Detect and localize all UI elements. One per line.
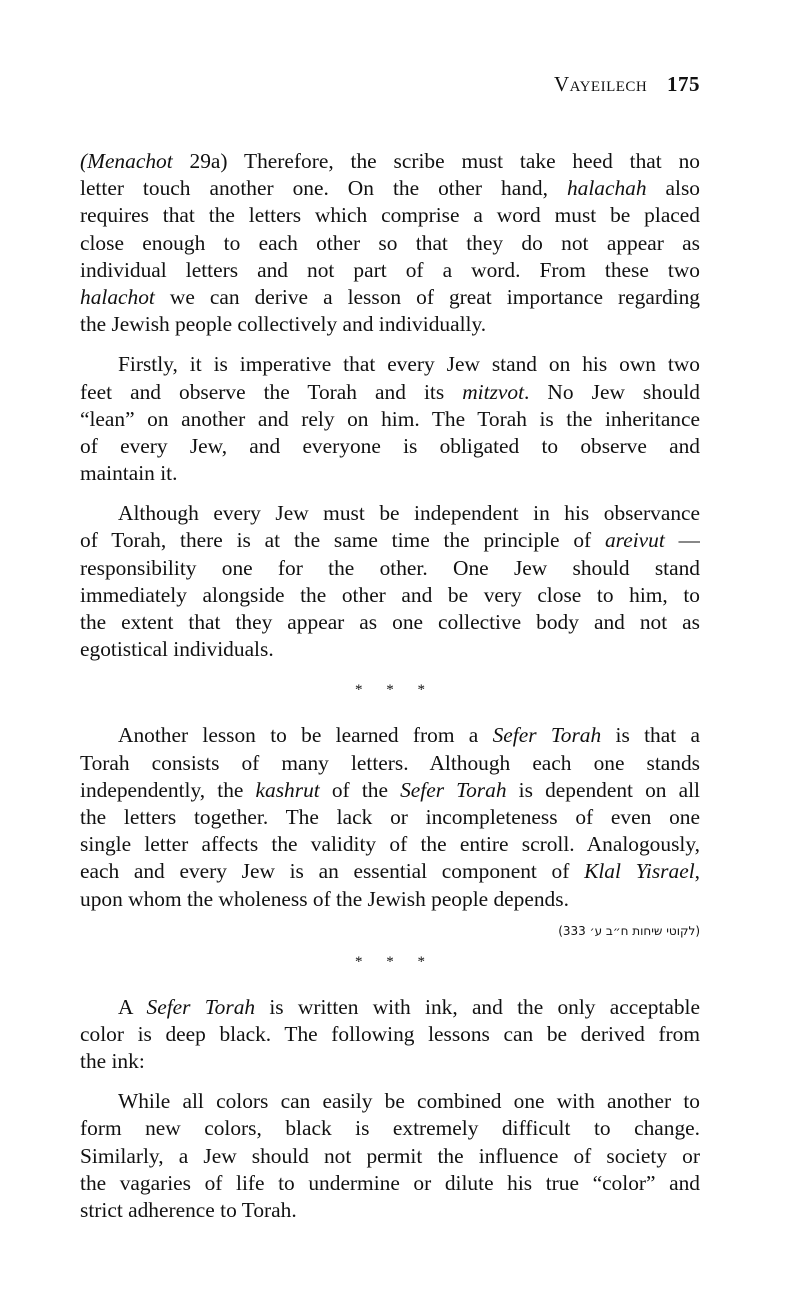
text-segment: of Torah, there is at the same time the principle of (80, 528, 605, 553)
text-line (80, 148, 700, 175)
text-line (80, 750, 700, 777)
text-line (80, 1143, 700, 1170)
text-segment: Another lesson to be learned from a (118, 723, 493, 748)
text-segment: feet and observe the Torah and its (80, 379, 463, 404)
text-line (80, 433, 700, 460)
citation-text: (לקוטי שיחות ח״ב ע׳ 333) (558, 923, 700, 938)
text-segment: Torah consists of many letters. Although each one stands (80, 750, 700, 775)
text-segment: A (118, 994, 147, 1019)
text-segment: . No Jew should (524, 379, 700, 404)
text-segment: upon whom the wholeness of the Jewish people depends. (80, 886, 569, 911)
text-segment: — (664, 528, 700, 553)
text-line (80, 636, 700, 663)
text-segment: responsibility one for the other. One Jew should stand (80, 555, 700, 580)
italic-term: halachah (566, 176, 647, 201)
text-line (80, 804, 700, 831)
text-line (80, 1088, 700, 1115)
text-segment: we can derive a lesson of great importance regarding (154, 284, 700, 309)
text-segment: immediately alongside the other and be very close to him, to (80, 582, 700, 607)
text-line (80, 722, 700, 749)
italic-term: Sefer Torah (400, 777, 507, 802)
text-line (80, 175, 700, 202)
paragraph (80, 994, 700, 1076)
text-segment: While all colors can easily be combined one with another to (118, 1089, 700, 1114)
page-number: 175 (667, 72, 700, 96)
paragraph (80, 351, 700, 487)
text-segment: each and every Jew is an essential component of (80, 859, 585, 884)
text-segment: requires that the letters which comprise a word must be placed (80, 203, 700, 228)
text-line (80, 1021, 700, 1048)
text-line (80, 1115, 700, 1142)
italic-term: Sefer Torah (492, 723, 602, 748)
text-line (80, 831, 700, 858)
text-line (80, 257, 700, 284)
page-body (80, 148, 700, 1237)
text-segment: is that a (601, 723, 700, 748)
text-segment: egotistical individuals. (80, 637, 274, 662)
text-segment: of the (319, 777, 401, 802)
text-line (80, 994, 700, 1021)
text-line (80, 230, 700, 257)
text-segment: the vagaries of life to undermine or dilute his true “color” and (80, 1170, 700, 1195)
text-segment: Firstly, it is imperative that every Jew stand on his own two (118, 352, 700, 377)
text-segment: single letter affects the validity of the entire scroll. Analogously, (80, 832, 700, 857)
text-line (80, 777, 700, 804)
text-segment: also (646, 176, 700, 201)
text-line (80, 284, 700, 311)
italic-term: mitzvot (462, 379, 525, 404)
paragraph (80, 500, 700, 663)
text-segment: letter touch another one. On the other hand, (80, 176, 567, 201)
text-segment: independently, the (80, 777, 256, 802)
text-segment: Similarly, a Jew should not permit the influence of society or (80, 1143, 700, 1168)
paragraph (80, 722, 700, 912)
paragraph (80, 1088, 700, 1224)
section-separator: * * * (355, 682, 435, 699)
text-segment: of every Jew, and everyone is obligated to observe and (80, 433, 700, 458)
text-segment: form new colors, black is extremely difficult to change. (80, 1116, 700, 1141)
text-segment: 29a) Therefore, the scribe must take heed that no (172, 149, 700, 173)
text-line (80, 609, 700, 636)
text-segment: the ink: (80, 1049, 145, 1074)
source-citation (80, 920, 700, 942)
text-segment: the extent that they appear as one collective body and not as (80, 610, 700, 634)
running-title: Vayeilech (553, 72, 648, 96)
italic-term: kashrut (255, 777, 320, 802)
text-segment: “lean” on another and rely on him. The Torah is the inheritance (80, 406, 700, 431)
text-segment: is written with ink, and the only acceptable (255, 994, 700, 1019)
text-segment: is dependent on all (506, 777, 700, 802)
section-separator: * * * (355, 953, 435, 970)
italic-term: Sefer Torah (146, 994, 256, 1019)
italic-term: Klal Yisrael (584, 859, 695, 884)
text-segment: color is deep black. The following lessons can be derived from (80, 1021, 700, 1046)
text-line (80, 1170, 700, 1197)
text-line (80, 1197, 700, 1224)
running-header (554, 72, 700, 97)
paragraph (80, 148, 700, 338)
text-segment: maintain it. (80, 461, 178, 486)
text-segment: , (694, 859, 700, 884)
text-segment: individual letters and not part of a word. From these two (80, 257, 700, 282)
text-line (80, 406, 700, 433)
italic-term: areivut (604, 528, 665, 553)
text-line (80, 351, 700, 378)
text-segment: the Jewish people collectively and individually. (80, 312, 487, 337)
text-segment: strict adherence to Torah. (80, 1198, 297, 1222)
text-line (80, 555, 700, 582)
text-segment: the letters together. The lack or incompleteness of even one (80, 804, 700, 829)
text-line (80, 858, 700, 885)
text-line (80, 202, 700, 229)
text-line (80, 527, 700, 554)
text-line (80, 500, 700, 527)
text-line (80, 379, 700, 406)
text-line (80, 1048, 700, 1075)
text-line (80, 460, 700, 487)
text-line (80, 886, 700, 913)
text-line (80, 582, 700, 609)
text-segment: close enough to each other so that they do not appear as (80, 230, 700, 255)
italic-term: (Menachot (80, 149, 173, 173)
text-line (80, 311, 700, 338)
text-segment: Although every Jew must be independent in his observance (118, 501, 700, 526)
italic-term: halachot (80, 284, 155, 309)
